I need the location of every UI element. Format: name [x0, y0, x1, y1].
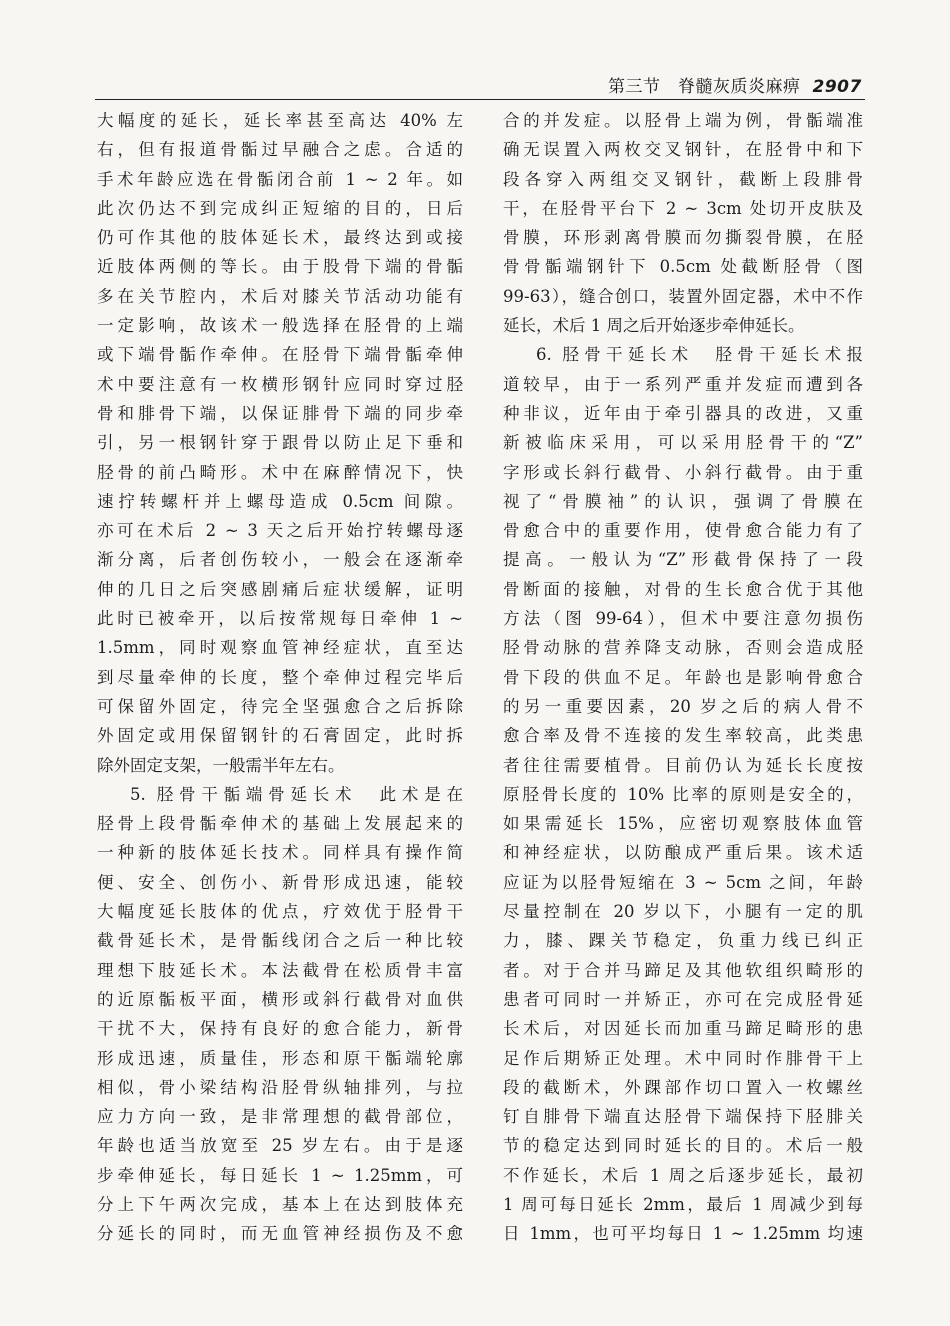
- right-column-line: 胫骨动脉的营养降支动脉，否则会造成胫: [503, 638, 863, 658]
- section-title: 第三节 脊髓灰质炎麻痹: [608, 77, 801, 97]
- left-column-line: 应力方向一致，是非常理想的截骨部位，: [97, 1107, 463, 1127]
- left-column-line: 一种新的肢体延长技术。同样具有操作简: [97, 843, 463, 863]
- right-column-line: 骨断面的接触，对骨的生长愈合优于其他: [503, 579, 863, 599]
- right-column-line: 和神经症状，以防酿成严重后果。该术适: [503, 843, 863, 863]
- left-column-line: 引，另一根钢针穿于跟骨以防止足下垂和: [97, 433, 463, 453]
- running-header: [608, 72, 862, 97]
- left-column-line: 速拧转螺杆并上螺母造成 0.5cm 间隙。: [97, 491, 463, 511]
- right-column-line: 新被临床采用，可以采用胫骨干的“Z”: [503, 433, 863, 453]
- left-column-line: 手术年龄应选在骨骺闭合前 1 ~ 2 年。如: [97, 169, 463, 189]
- right-column-line: 力，膝、踝关节稳定，负重力线已纠正: [503, 931, 863, 951]
- left-column-line: 的近原骺板平面，横形或斜行截骨对血供: [97, 989, 463, 1009]
- left-column-line: 分延长的同时，而无血管神经损伤及不愈: [97, 1224, 463, 1244]
- left-column-line: 相似，骨小梁结构沿胫骨纵轴排列，与拉: [97, 1077, 463, 1097]
- right-column-line: 原胫骨长度的 10% 比率的原则是安全的，: [503, 784, 863, 804]
- left-column-line: 5. 胫骨干骺端骨延长术 此术是在: [130, 784, 463, 804]
- right-column-line: 不作延长，术后 1 周之后逐步延长，最初: [503, 1165, 863, 1185]
- left-column-line: 分上下午两次完成，基本上在达到肢体充: [97, 1194, 463, 1214]
- right-column-line: 提高。一般认为“Z”形截骨保持了一段: [503, 550, 863, 570]
- left-column-line: 亦可在术后 2 ~ 3 天之后开始拧转螺母逐: [97, 521, 463, 541]
- page-number: 2907: [812, 77, 862, 97]
- right-column-line: 延长，术后 1 周之后开始逐步牵伸延长。: [503, 316, 805, 336]
- left-column-line: 渐分离，后者创伤较小，一般会在逐渐牵: [97, 550, 463, 570]
- right-column-line: 钉自腓骨下端直达胫骨下端保持下胫腓关: [503, 1107, 863, 1127]
- right-column-line: 如果需延长 15%，应密切观察肢体血管: [503, 814, 863, 834]
- right-column-line: 骨愈合中的重要作用，使骨愈合能力有了: [503, 521, 863, 541]
- right-column-line: 应证为以胫骨短缩在 3 ~ 5cm 之间，年龄: [503, 872, 863, 892]
- left-text-column: [97, 106, 463, 1249]
- left-column-line: 或下端骨骺作牵伸。在胫骨下端骨骺牵伸: [97, 345, 463, 365]
- left-column-line: 一定影响，故该术一般选择在胫骨的上端: [97, 316, 463, 336]
- right-column-line: 尽量控制在 20 岁以下，小腿有一定的肌: [503, 902, 863, 922]
- right-column-line: 足作后期矫正处理。术中同时作腓骨干上: [503, 1048, 863, 1068]
- header-rule: [95, 99, 865, 100]
- right-text-column: [503, 106, 863, 1249]
- right-column-line: 者往往需要植骨。目前仍认为延长长度按: [503, 755, 863, 775]
- left-column-line: 术中要注意有一枚横形钢针应同时穿过胫: [97, 374, 463, 394]
- left-column-line: 可保留外固定，待完全坚强愈合之后拆除: [97, 696, 463, 716]
- right-column-line: 方法（图 99-64），但术中要注意勿损伤: [503, 609, 863, 629]
- left-column-line: 1.5mm，同时观察血管神经症状，直至达: [97, 638, 463, 658]
- left-column-line: 此时已被牵开，以后按常规每日牵伸 1 ~: [97, 609, 463, 629]
- left-column-line: 大幅度延长肢体的优点，疗效优于胫骨干: [97, 902, 463, 922]
- right-column-line: 确无误置入两枚交叉钢针，在胫骨中和下: [503, 140, 863, 160]
- left-column-line: 右，但有报道骨骺过早融合之虑。合适的: [97, 140, 463, 160]
- right-column-line: 视了“骨膜袖”的认识，强调了骨膜在: [503, 491, 863, 511]
- right-column-line: 者。对于合并马蹄足及其他软组织畸形的: [503, 960, 863, 980]
- left-column-line: 除外固定支架，一般需半年左右。: [97, 755, 345, 775]
- right-column-line: 骨下段的供血不足。年龄也是影响骨愈合: [503, 667, 863, 687]
- right-column-line: 99-63），缝合创口，装置外固定器，术中不作: [503, 286, 863, 306]
- left-column-line: 胫骨的前凸畸形。术中在麻醉情况下，快: [97, 462, 463, 482]
- left-column-line: 此次仍达不到完成纠正短缩的目的，日后: [97, 198, 463, 218]
- left-column-line: 多在关节腔内，术后对膝关节活动功能有: [97, 286, 463, 306]
- right-column-line: 的另一重要因素，20 岁之后的病人骨不: [503, 696, 863, 716]
- right-column-line: 日 1mm，也可平均每日 1 ~ 1.25mm 均速: [503, 1224, 863, 1244]
- right-column-line: 段各穿入两组交叉钢针，截断上段腓骨: [503, 169, 863, 189]
- right-column-line: 字形或长斜行截骨、小斜行截骨。由于重: [503, 462, 863, 482]
- left-column-line: 形成迅速，质量佳，形态和原干骺端轮廓: [97, 1048, 463, 1068]
- left-column-line: 胫骨上段骨骺牵伸术的基础上发展起来的: [97, 814, 463, 834]
- right-column-line: 骨骨骺端钢针下 0.5cm 处截断胫骨（图: [503, 257, 863, 277]
- right-column-line: 段的截断术，外踝部作切口置入一枚螺丝: [503, 1077, 863, 1097]
- right-column-line: 干，在胫骨平台下 2 ~ 3cm 处切开皮肤及: [503, 198, 863, 218]
- right-column-line: 骨膜，环形剥离骨膜而勿撕裂骨膜，在胫: [503, 228, 863, 248]
- left-column-line: 外固定或用保留钢针的石膏固定，此时拆: [97, 726, 463, 746]
- left-column-line: 步牵伸延长，每日延长 1 ~ 1.25mm，可: [97, 1165, 463, 1185]
- right-column-line: 节的稳定达到同时延长的目的。术后一般: [503, 1136, 863, 1156]
- left-column-line: 干扰不大，保持有良好的愈合能力，新骨: [97, 1019, 463, 1039]
- right-column-line: 患者可同时一并矫正，亦可在完成胫骨延: [503, 989, 863, 1009]
- left-column-line: 理想下肢延长术。本法截骨在松质骨丰富: [97, 960, 463, 980]
- left-column-line: 伸的几日之后突感剧痛后症状缓解，证明: [97, 579, 463, 599]
- right-column-line: 道较早，由于一系列严重并发症而遭到各: [503, 374, 863, 394]
- right-column-line: 合的并发症。以胫骨上端为例，骨骺端准: [503, 111, 863, 130]
- right-column-line: 长术后，对因延长而加重马蹄足畸形的患: [503, 1019, 863, 1039]
- right-column-line: 6. 胫骨干延长术 胫骨干延长术报: [536, 345, 863, 365]
- left-column-line: 年龄也适当放宽至 25 岁左右。由于是逐: [97, 1136, 463, 1156]
- left-column-line: 截骨延长术，是骨骺线闭合之后一种比较: [97, 931, 463, 951]
- right-column-line: 愈合率及骨不连接的发生率较高，此类患: [503, 726, 863, 746]
- left-column-line: 便、安全、创伤小、新骨形成迅速，能较: [97, 872, 463, 892]
- right-column-line: 种非议，近年由于牵引器具的改进，又重: [503, 403, 863, 423]
- left-column-line: 到尽量牵伸的长度，整个牵伸过程完毕后: [97, 667, 463, 687]
- left-column-line: 大幅度的延长，延长率甚至高达 40% 左: [97, 111, 463, 130]
- right-column-line: 1 周可每日延长 2mm，最后 1 周减少到每: [503, 1194, 863, 1214]
- left-column-line: 仍可作其他的肢体延长术，最终达到或接: [97, 228, 463, 248]
- left-column-line: 骨和腓骨下端，以保证腓骨下端的同步牵: [97, 403, 463, 423]
- left-column-line: 近肢体两侧的等长。由于股骨下端的骨骺: [97, 257, 463, 277]
